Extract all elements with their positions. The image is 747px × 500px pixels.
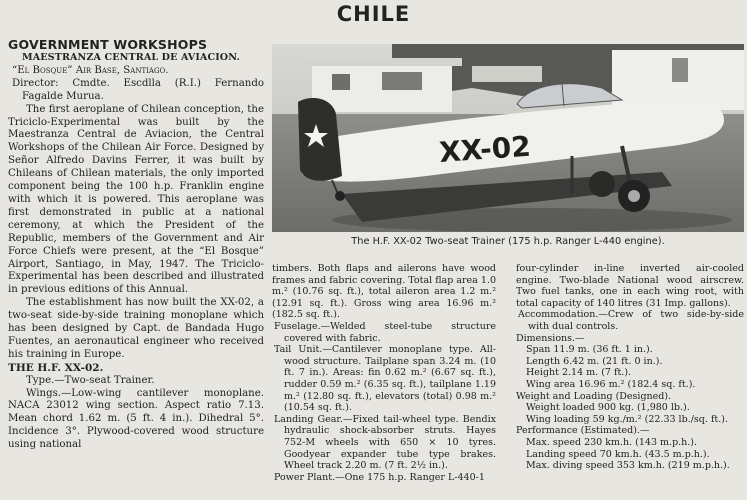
spec-wings-cont: timbers. Both flaps and ailerons have wood frames and fabric covering. Total flap area 1.0 m.² (10.76 sq. ft.), total aileron area 1.2 m.² (12.91 sq. ft.). Gross wing area 16.96 m.² (182.5 sq. ft.). [272,263,496,321]
spec-power-plant: Power Plant.—One 175 h.p. Ranger L-440-1 [274,471,485,483]
spec-tail-unit: Tail Unit.—Cantilever monoplane type. All-wood structure. Tailplane span 3.24 m. (10 ft. 7 in.). Areas: fin 0.62 m.² (6.67 sq. ft.), rudder 0.59 m.² (6.35 sq. ft.), tailplane 1.19 m.² (12.80 sq. ft.), elevators (total) 0.98 m.² (10.54 sq. ft.). [274,344,496,414]
dimension-wing-area: Wing area 16.96 m.² (182.4 sq. ft.). [526,378,696,390]
dimensions-heading: Dimensions.— [516,332,585,344]
spec-engine-cont: four-cylinder in-line inverted air-cooled engine. Two-blade National wood airscrew. Two fuel tanks, one in each wing root, with total capacity of 140 litres (31 Imp. gallons). [516,263,744,309]
weights-heading: Weight and Loading (Designed). [516,390,672,402]
organisation-name: MAESTRANZA CENTRAL DE AVIACION. [22,52,240,63]
left-column [8,38,264,452]
spec-fuselage: Fuselage.—Welded steel-tube structure covered with fabric. [274,320,496,344]
director-line: Director: Cmdte. Escdlla (R.I.) Fernando Fagalde Murua. [12,77,264,102]
aircraft-photo [272,44,744,232]
section-heading: GOVERNMENT WORKSHOPS [8,37,208,52]
aircraft-subheading: THE H.F. XX-02. [8,361,104,374]
spec-wings: Wings.—Low-wing cantilever monoplane. NACA 23012 wing section. Aspect ratio 7.13. Mean chord 1.62 m. (5 ft. 4 in.). Dihedral 5°. Incidence 3°. Plywood-covered wood structure using national [8,387,264,451]
intro-paragraph: The first aeroplane of Chilean conception, the Triciclo-Experimental was built by the Maestranza Central de Aviacion, the Central Workshops of the Chilean Air Force. Designed by Señor Alfredo Davins Ferrer, it was built by Chileans of Chilean materials, the only imported component being the 100 h.p. Franklin engine with which it is powered. This aeroplane was first demonstrated in public at a national ceremony, at which the President of the Republic, members of the Government and Air Force Chiefs were present, at the “El Bosque” Airport, Santiago, in May, 1947. The Triciclo-Experimental has been described and illustrated in previous editions of this Annual. [8,103,264,296]
aircraft-photo-illustration [272,44,744,232]
xx02-paragraph: The establishment has now built the XX-02, a two-seat side-by-side training monoplane which has been designed by Capt. de Bandada Hugo Fuentes, an aeronautical engineer who received his training in Europe. [8,297,264,360]
page-country-heading: CHILE [336,2,411,26]
wing-loading: Wing loading 59 kg./m.² (22.33 lb./sq. ft.). [526,413,728,425]
address-line: “El Bosque” Air Base, Santiago. [12,64,169,76]
spec-column-3 [516,263,744,472]
spec-landing-gear: Landing Gear.—Fixed tail-wheel type. Bendix hydraulic shock-absorber struts. Hayes 752-M wheels with 650 × 10 tyres. Goodyear expander tube type brakes. Wheel track 2.20 m. (7 ft. 2½ in.). [274,413,496,472]
dimension-height: Height 2.14 m. (7 ft.). [526,367,632,379]
perf-landing-speed: Landing speed 70 km.h. (43.5 m.p.h.). [526,448,710,460]
spec-column-2 [272,263,496,483]
aircraft-registration: XX-02 [438,129,532,169]
perf-max-speed: Max. speed 230 km.h. (143 m.p.h.). [526,436,698,448]
dimension-length: Length 6.42 m. (21 ft. 0 in.). [526,355,663,367]
dimension-span: Span 11.9 m. (36 ft. 1 in.). [526,344,653,356]
spec-accommodation: Accommodation.—Crew of two side-by-side with dual controls. [518,309,744,332]
perf-diving-speed: Max. diving speed 353 km.h. (219 m.p.h.). [526,460,730,472]
weight-loaded: Weight loaded 900 kg. (1,980 lb.). [526,402,690,414]
spec-type: Type.—Two-seat Trainer. [26,374,155,386]
photo-caption: The H.F. XX-02 Two-seat Trainer (175 h.p. Ranger L-440 engine). [351,236,665,247]
performance-heading: Performance (Estimated).— [516,425,650,437]
